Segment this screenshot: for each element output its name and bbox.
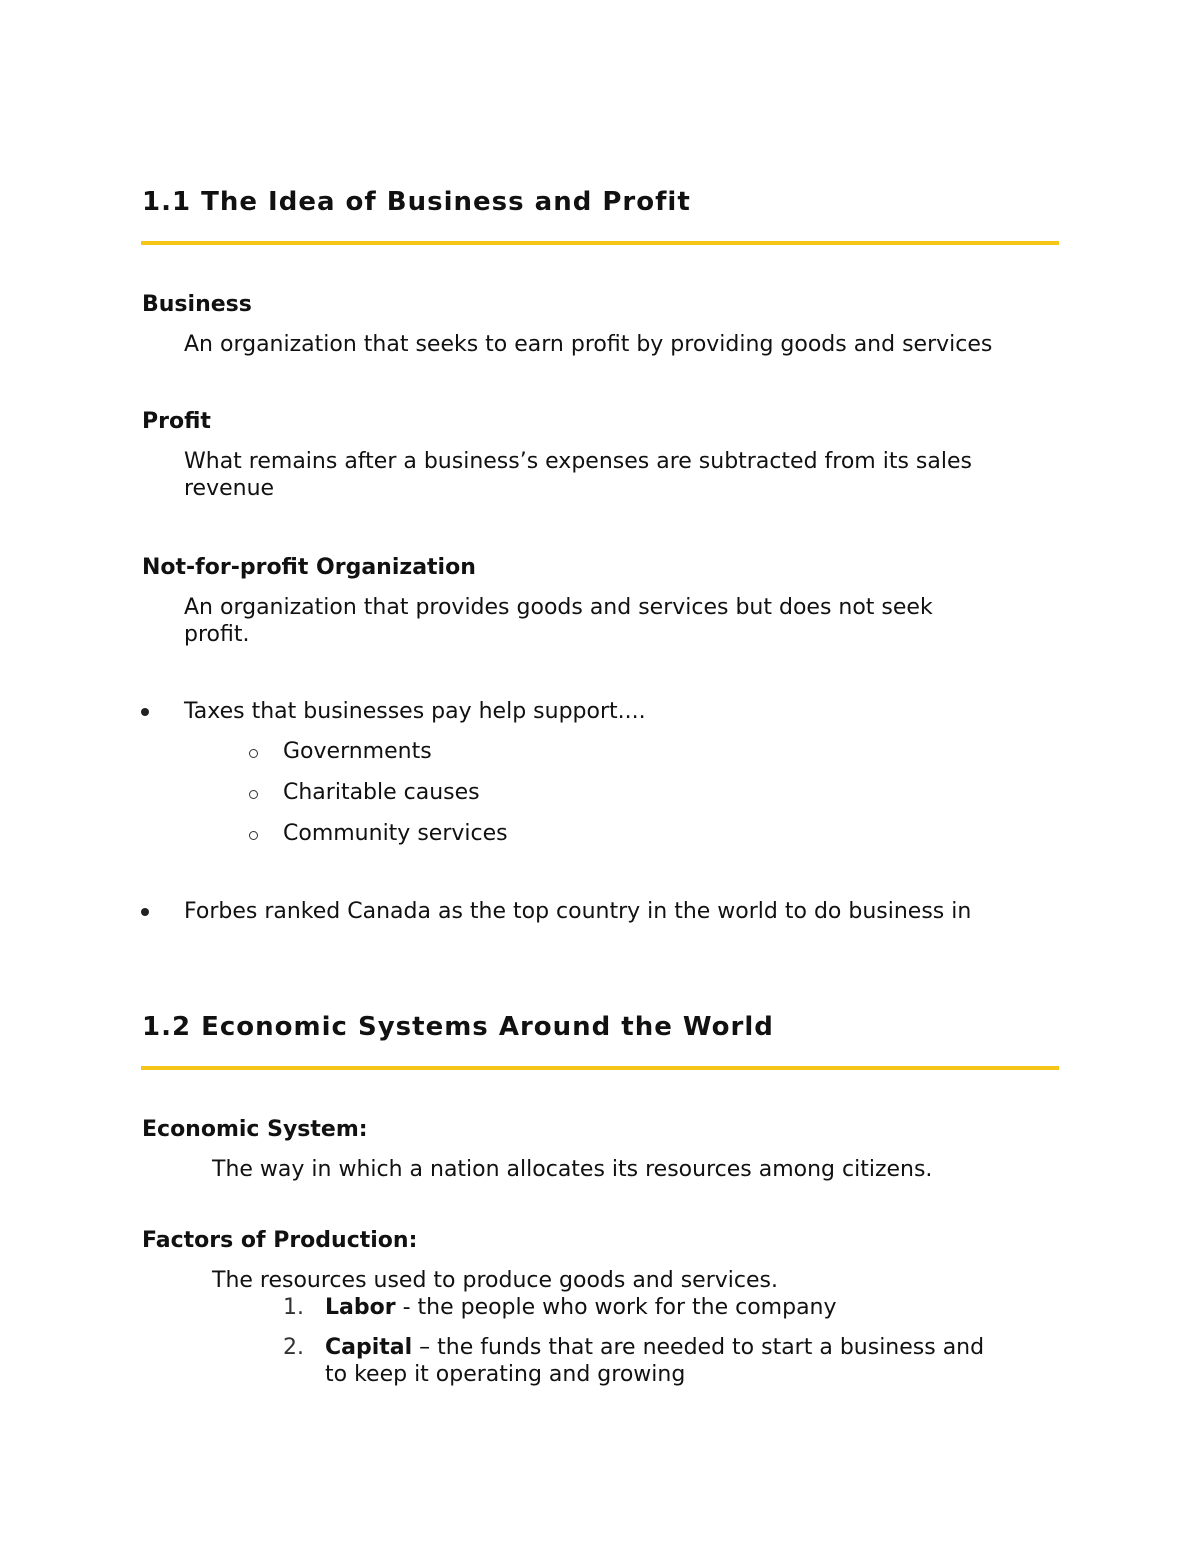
circle-bullet-icon xyxy=(249,749,258,758)
sub-bullet-community: Community services xyxy=(283,821,508,846)
definition-factors-of-production: The resources used to produce goods and services. xyxy=(212,1268,778,1293)
section-heading-1-1: 1.1 The Idea of Business and Profit xyxy=(142,187,691,217)
circle-bullet-icon xyxy=(249,831,258,840)
definition-not-for-profit-line1: An organization that provides goods and services but does not seek xyxy=(184,595,933,620)
definition-profit-line2: revenue xyxy=(184,476,275,501)
factor-labor xyxy=(325,1294,837,1321)
bullet-dot-icon xyxy=(141,908,149,916)
factor-labor-name: Labor xyxy=(325,1295,396,1320)
list-number-1: 1. xyxy=(283,1295,304,1320)
term-business: Business xyxy=(142,292,252,317)
definition-profit-line1: What remains after a business’s expenses are subtracted from its sales xyxy=(184,449,972,474)
bullet-dot-icon xyxy=(141,708,149,716)
sub-bullet-governments: Governments xyxy=(283,739,432,764)
factor-labor-description: - the people who work for the company xyxy=(395,1295,837,1320)
factor-capital-description-line1: – the funds that are needed to start a business and xyxy=(412,1335,985,1360)
term-factors-of-production: Factors of Production: xyxy=(142,1228,418,1253)
term-economic-system: Economic System: xyxy=(142,1117,368,1142)
factor-capital-description-line2: to keep it operating and growing xyxy=(325,1362,686,1387)
term-profit: Profit xyxy=(142,409,211,434)
term-not-for-profit: Not-for-profit Organization xyxy=(142,555,476,580)
section-heading-1-2: 1.2 Economic Systems Around the World xyxy=(142,1012,774,1042)
factor-capital xyxy=(325,1334,984,1361)
definition-business: An organization that seeks to earn profit by providing goods and services xyxy=(184,332,993,357)
sub-bullet-charitable: Charitable causes xyxy=(283,780,480,805)
heading-rule-2 xyxy=(141,1066,1059,1070)
definition-not-for-profit-line2: profit. xyxy=(184,622,250,647)
circle-bullet-icon xyxy=(249,790,258,799)
factor-capital-name: Capital xyxy=(325,1335,413,1360)
bullet-taxes: Taxes that businesses pay help support.... xyxy=(184,699,646,724)
heading-rule-1 xyxy=(141,241,1059,245)
definition-economic-system: The way in which a nation allocates its resources among citizens. xyxy=(212,1157,933,1182)
bullet-forbes: Forbes ranked Canada as the top country in the world to do business in xyxy=(184,899,972,924)
list-number-2: 2. xyxy=(283,1335,304,1360)
